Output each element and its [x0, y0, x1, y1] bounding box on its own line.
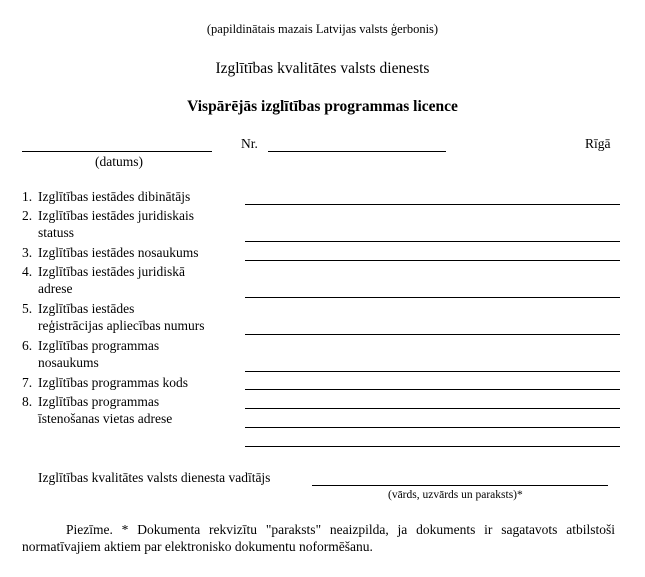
field-6-line [245, 371, 620, 372]
issuer-name: Izglītības kvalitātes valsts dienests [215, 60, 430, 77]
coat-of-arms-note: (papildinātais mazais Latvijas valsts ģerbonis) [206, 22, 439, 36]
field-4 [22, 263, 185, 297]
field-4-label-cont: adrese [38, 281, 73, 296]
field-4-number: 4. [22, 264, 33, 279]
date-line [22, 151, 212, 152]
field-1-label: Izglītības iestādes dibinātājs [38, 189, 191, 204]
field-8-number: 8. [22, 394, 33, 409]
field-4-label: Izglītības iestādes juridiskā [38, 264, 185, 279]
signature-caption: (vārds, uzvārds un paraksts)* [388, 489, 523, 501]
field-3-number: 3. [22, 245, 33, 260]
footnote: Piezīme. * Dokumenta rekvizītu "paraksts" neaizpilda, ja dokuments ir sagatavots atbilstoši normatīvajiem aktiem par elektronisko dokumentu noformēšanu. [22, 522, 615, 554]
number-label: Nr. [241, 136, 258, 151]
field-8-line-2 [245, 427, 620, 428]
field-3 [22, 244, 198, 261]
field-2-label-cont: statuss [38, 225, 75, 240]
field-8 [22, 393, 172, 427]
field-8-label-cont: īstenošanas vietas adrese [38, 411, 173, 426]
field-2 [22, 207, 194, 241]
field-5-number: 5. [22, 301, 33, 316]
field-7-label: Izglītības programmas kods [38, 375, 188, 390]
field-7-number: 7. [22, 375, 33, 390]
field-2-label: Izglītības iestādes juridiskais [38, 208, 194, 223]
date-caption: (datums) [95, 154, 143, 169]
field-1 [22, 188, 190, 205]
field-6-label-cont: nosaukums [38, 355, 99, 370]
field-1-line [245, 204, 620, 205]
field-3-label: Izglītības iestādes nosaukums [38, 245, 199, 260]
field-8-line-1 [245, 408, 620, 409]
signature-line [312, 485, 608, 486]
field-7-line [245, 389, 620, 390]
field-2-line [245, 241, 620, 242]
place-label: Rīgā [585, 136, 611, 151]
field-8-label: Izglītības programmas [38, 394, 160, 409]
field-1-number: 1. [22, 189, 33, 204]
field-6-label: Izglītības programmas [38, 338, 160, 353]
field-6 [22, 337, 159, 371]
field-5-label-cont: reģistrācijas apliecības numurs [38, 318, 205, 333]
field-5-label: Izglītības iestādes [38, 301, 135, 316]
field-7 [22, 374, 188, 391]
number-line [268, 151, 446, 152]
field-3-line [245, 260, 620, 261]
field-6-number: 6. [22, 338, 33, 353]
field-2-number: 2. [22, 208, 33, 223]
field-4-line [245, 297, 620, 298]
document-title: Vispārējās izglītības programmas licence [187, 98, 458, 115]
field-5-line [245, 334, 620, 335]
field-8-line-3 [245, 446, 620, 447]
signature-label: Izglītības kvalitātes valsts dienesta vadītājs [38, 470, 271, 485]
field-5 [22, 300, 204, 334]
